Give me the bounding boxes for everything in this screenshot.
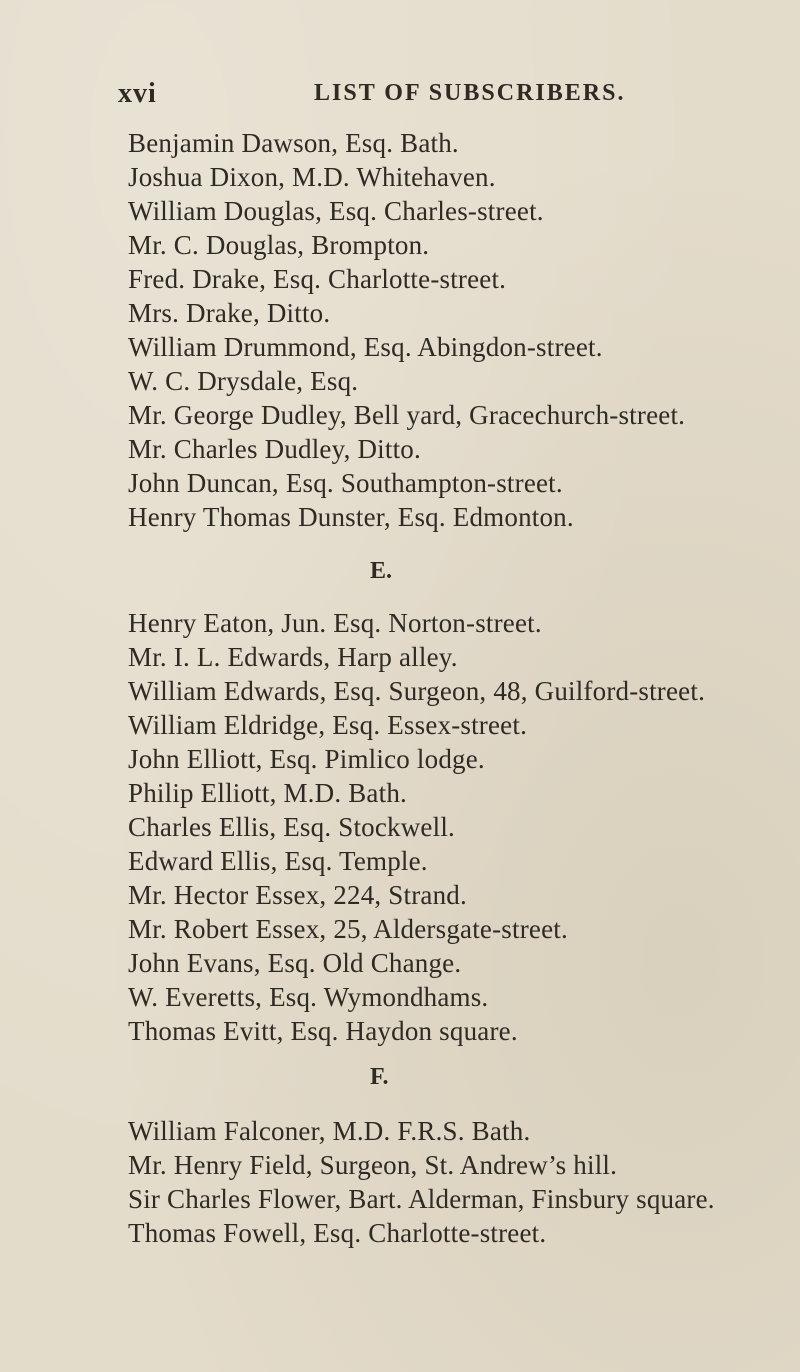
running-head bbox=[118, 78, 678, 114]
subscriber-entry: Edward Ellis, Esq. Temple. bbox=[128, 846, 428, 876]
subscriber-entry: Henry Thomas Dunster, Esq. Edmonton. bbox=[128, 502, 574, 532]
subscriber-list-e bbox=[128, 606, 780, 1048]
subscriber-entry: Mr. Henry Field, Surgeon, St. Andrew’s hill. bbox=[128, 1150, 618, 1180]
subscriber-entry: W. C. Drysdale, Esq. bbox=[128, 366, 359, 396]
subscriber-entry: John Duncan, Esq. Southampton-street. bbox=[128, 468, 563, 498]
subscriber-entry: Henry Eaton, Jun. Esq. Norton-street. bbox=[128, 608, 542, 638]
subscriber-entry: William Drummond, Esq. Abingdon-street. bbox=[128, 332, 603, 362]
subscriber-entry: John Elliott, Esq. Pimlico lodge. bbox=[128, 744, 485, 774]
subscriber-entry: Mr. George Dudley, Bell yard, Gracechurch-street. bbox=[128, 400, 686, 430]
subscriber-list-f bbox=[128, 1114, 780, 1250]
subscriber-entry: Fred. Drake, Esq. Charlotte-street. bbox=[128, 264, 507, 294]
subscriber-entry: Mr. C. Douglas, Brompton. bbox=[128, 230, 430, 260]
subscriber-entry: Mrs. Drake, Ditto. bbox=[128, 298, 331, 328]
subscriber-entry: William Edwards, Esq. Surgeon, 48, Guilford-street. bbox=[128, 676, 706, 706]
subscriber-entry: Thomas Fowell, Esq. Charlotte-street. bbox=[128, 1218, 547, 1248]
subscriber-entry: Mr. Charles Dudley, Ditto. bbox=[128, 434, 421, 464]
section-heading-f: F. bbox=[370, 1064, 389, 1090]
subscriber-entry: Philip Elliott, M.D. Bath. bbox=[128, 778, 407, 808]
subscriber-entry: John Evans, Esq. Old Change. bbox=[128, 948, 462, 978]
subscriber-entry: W. Everetts, Esq. Wymondhams. bbox=[128, 982, 489, 1012]
subscriber-entry: William Falconer, M.D. F.R.S. Bath. bbox=[128, 1116, 531, 1146]
section-heading-e: E. bbox=[370, 558, 393, 584]
subscriber-entry: Thomas Evitt, Esq. Haydon square. bbox=[128, 1016, 518, 1046]
subscriber-entry: Mr. Robert Essex, 25, Aldersgate-street. bbox=[128, 914, 568, 944]
subscriber-entry: Charles Ellis, Esq. Stockwell. bbox=[128, 812, 455, 842]
subscriber-entry: William Douglas, Esq. Charles-street. bbox=[128, 196, 544, 226]
subscriber-entry: Sir Charles Flower, Bart. Alderman, Finsbury square. bbox=[128, 1184, 715, 1214]
page-title: LIST OF SUBSCRIBERS. bbox=[314, 80, 626, 106]
subscriber-entry: William Eldridge, Esq. Essex-street. bbox=[128, 710, 528, 740]
subscriber-entry: Mr. Hector Essex, 224, Strand. bbox=[128, 880, 467, 910]
page-number: xvi bbox=[118, 78, 157, 109]
subscriber-list-d bbox=[128, 126, 780, 534]
subscriber-entry: Joshua Dixon, M.D. Whitehaven. bbox=[128, 162, 496, 192]
subscriber-entry: Mr. I. L. Edwards, Harp alley. bbox=[128, 642, 458, 672]
subscriber-entry: Benjamin Dawson, Esq. Bath. bbox=[128, 128, 459, 158]
